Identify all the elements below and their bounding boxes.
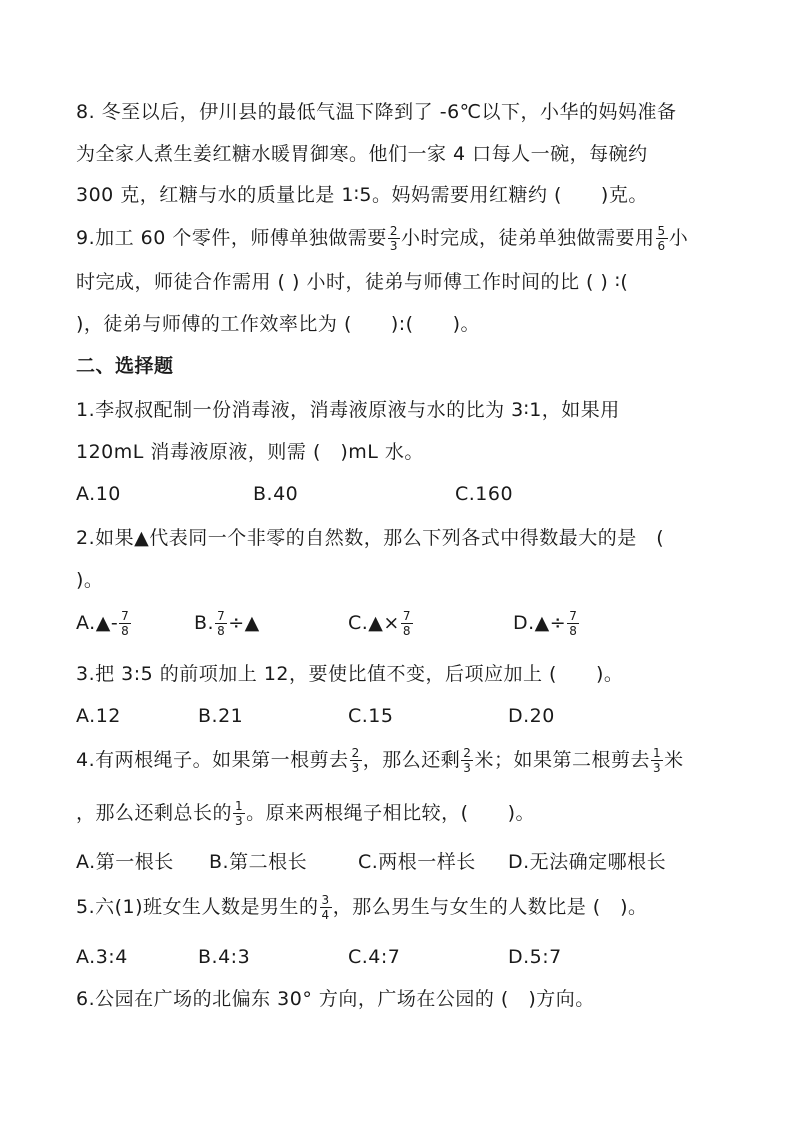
c4-fraction-1: $\frac{2}{3}$ [351, 746, 360, 775]
q9-line-2: 时完成，师徒合作需用 ( ) 小时，徒弟与师傅工作时间的比 ( ) ∶( [76, 271, 629, 293]
c5-option-c: C.4:7 [348, 946, 401, 968]
c2-option-d: D.▲÷ $\frac{7}{8}$ [513, 609, 578, 638]
c4-fraction-3: $\frac{1}{3}$ [652, 746, 662, 775]
q8-line-1: 8. 冬至以后，伊川县的最低气温下降到了 -6℃以下，小华的妈妈准备 [76, 101, 677, 123]
c4-option-c: C.两根一样长 [358, 851, 476, 873]
c1-option-b: B.40 [253, 483, 299, 505]
c3-option-c: C.15 [348, 705, 394, 727]
c5-line-1: 5.六(1)班女生人数是男生的 $\frac{3}{4}$ ，那么男生与女生的人数比是 ( )。 [76, 893, 648, 922]
c5-fraction-3-4: $\frac{3}{4}$ [321, 893, 330, 922]
c5-option-d: D.5:7 [508, 946, 562, 968]
c2-fraction-7-8: $\frac{7}{8}$ [402, 609, 411, 638]
c3-line-1: 3.把 3:5 的前项加上 12，要使比值不变，后项应加上 ( )。 [76, 663, 624, 685]
c4-line-2: ，那么还剩总长的 $\frac{1}{3}$ 。原来两根绳子相比较，( )。 [76, 799, 535, 828]
c4-option-a: A.第一根长 [76, 851, 174, 873]
c4-line-1: 4.有两根绳子。如果第一根剪去 $\frac{2}{3}$ ，那么还剩 $\frac{2}{3}$ 米；如果第二根剪去 $\frac{1}{3}$ 米 [76, 746, 684, 775]
q9-fraction-5-6: $\frac{5}{6}$ [657, 224, 666, 253]
c4-option-d: D.无法确定哪根长 [508, 851, 667, 873]
q9-line-1 [76, 224, 688, 252]
c4-fraction-4: $\frac{1}{3}$ [235, 799, 244, 828]
c5-option-a: A.3:4 [76, 946, 128, 968]
c2-fraction-7-8: $\frac{7}{8}$ [569, 609, 578, 638]
c4-fraction-2: $\frac{2}{3}$ [463, 746, 472, 775]
c5-option-b: B.4:3 [198, 946, 251, 968]
c2-line-2: )。 [76, 569, 104, 591]
c1-line-2: 120mL 消毒液原液，则需 ( )mL 水。 [76, 441, 424, 463]
c3-option-b: B.21 [198, 705, 244, 727]
c2-option-c: C.▲× $\frac{7}{8}$ [348, 609, 411, 638]
q8-line-2: 为全家人煮生姜红糖水暖胃御寒。他们一家 4 口每人一碗，每碗约 [76, 143, 648, 165]
q9-fraction-2-3: $\frac{2}{3}$ [389, 224, 399, 253]
c1-line-1: 1.李叔叔配制一份消毒液，消毒液原液与水的比为 3∶1，如果用 [76, 399, 620, 421]
q9-text-c: 小 [668, 227, 689, 249]
section-heading-choice: 二、选择题 [76, 355, 174, 377]
c2-option-a: A.▲- $\frac{7}{8}$ [76, 609, 130, 638]
c2-option-b: B. $\frac{7}{8}$ ÷▲ [194, 609, 260, 638]
c1-option-a: A.10 [76, 483, 121, 505]
c3-option-a: A.12 [76, 705, 121, 727]
c2-line-1: 2.如果▲代表同一个非零的自然数，那么下列各式中得数最大的是 ( [76, 527, 665, 549]
c4-option-b: B.第二根长 [209, 851, 308, 873]
c6-line-1: 6.公园在广场的北偏东 30° 方向，广场在公园的 ( )方向。 [76, 988, 595, 1010]
q9-line-3: )，徒弟与师傅的工作效率比为 ( ):( )。 [76, 313, 481, 335]
c2-fraction-7-8: $\frac{7}{8}$ [217, 609, 226, 638]
c3-option-d: D.20 [508, 705, 555, 727]
c1-option-c: C.160 [455, 483, 514, 505]
q8-line-3: 300 克，红糖与水的质量比是 1∶5。妈妈需要用红糖约 ( )克。 [76, 184, 648, 206]
q9-text-b: 小时完成，徒弟单独做需要用 [401, 227, 655, 249]
q9-text-a: 9.加工 60 个零件，师傅单独做需要 [76, 227, 387, 249]
c2-fraction-7-8: $\frac{7}{8}$ [121, 609, 130, 638]
